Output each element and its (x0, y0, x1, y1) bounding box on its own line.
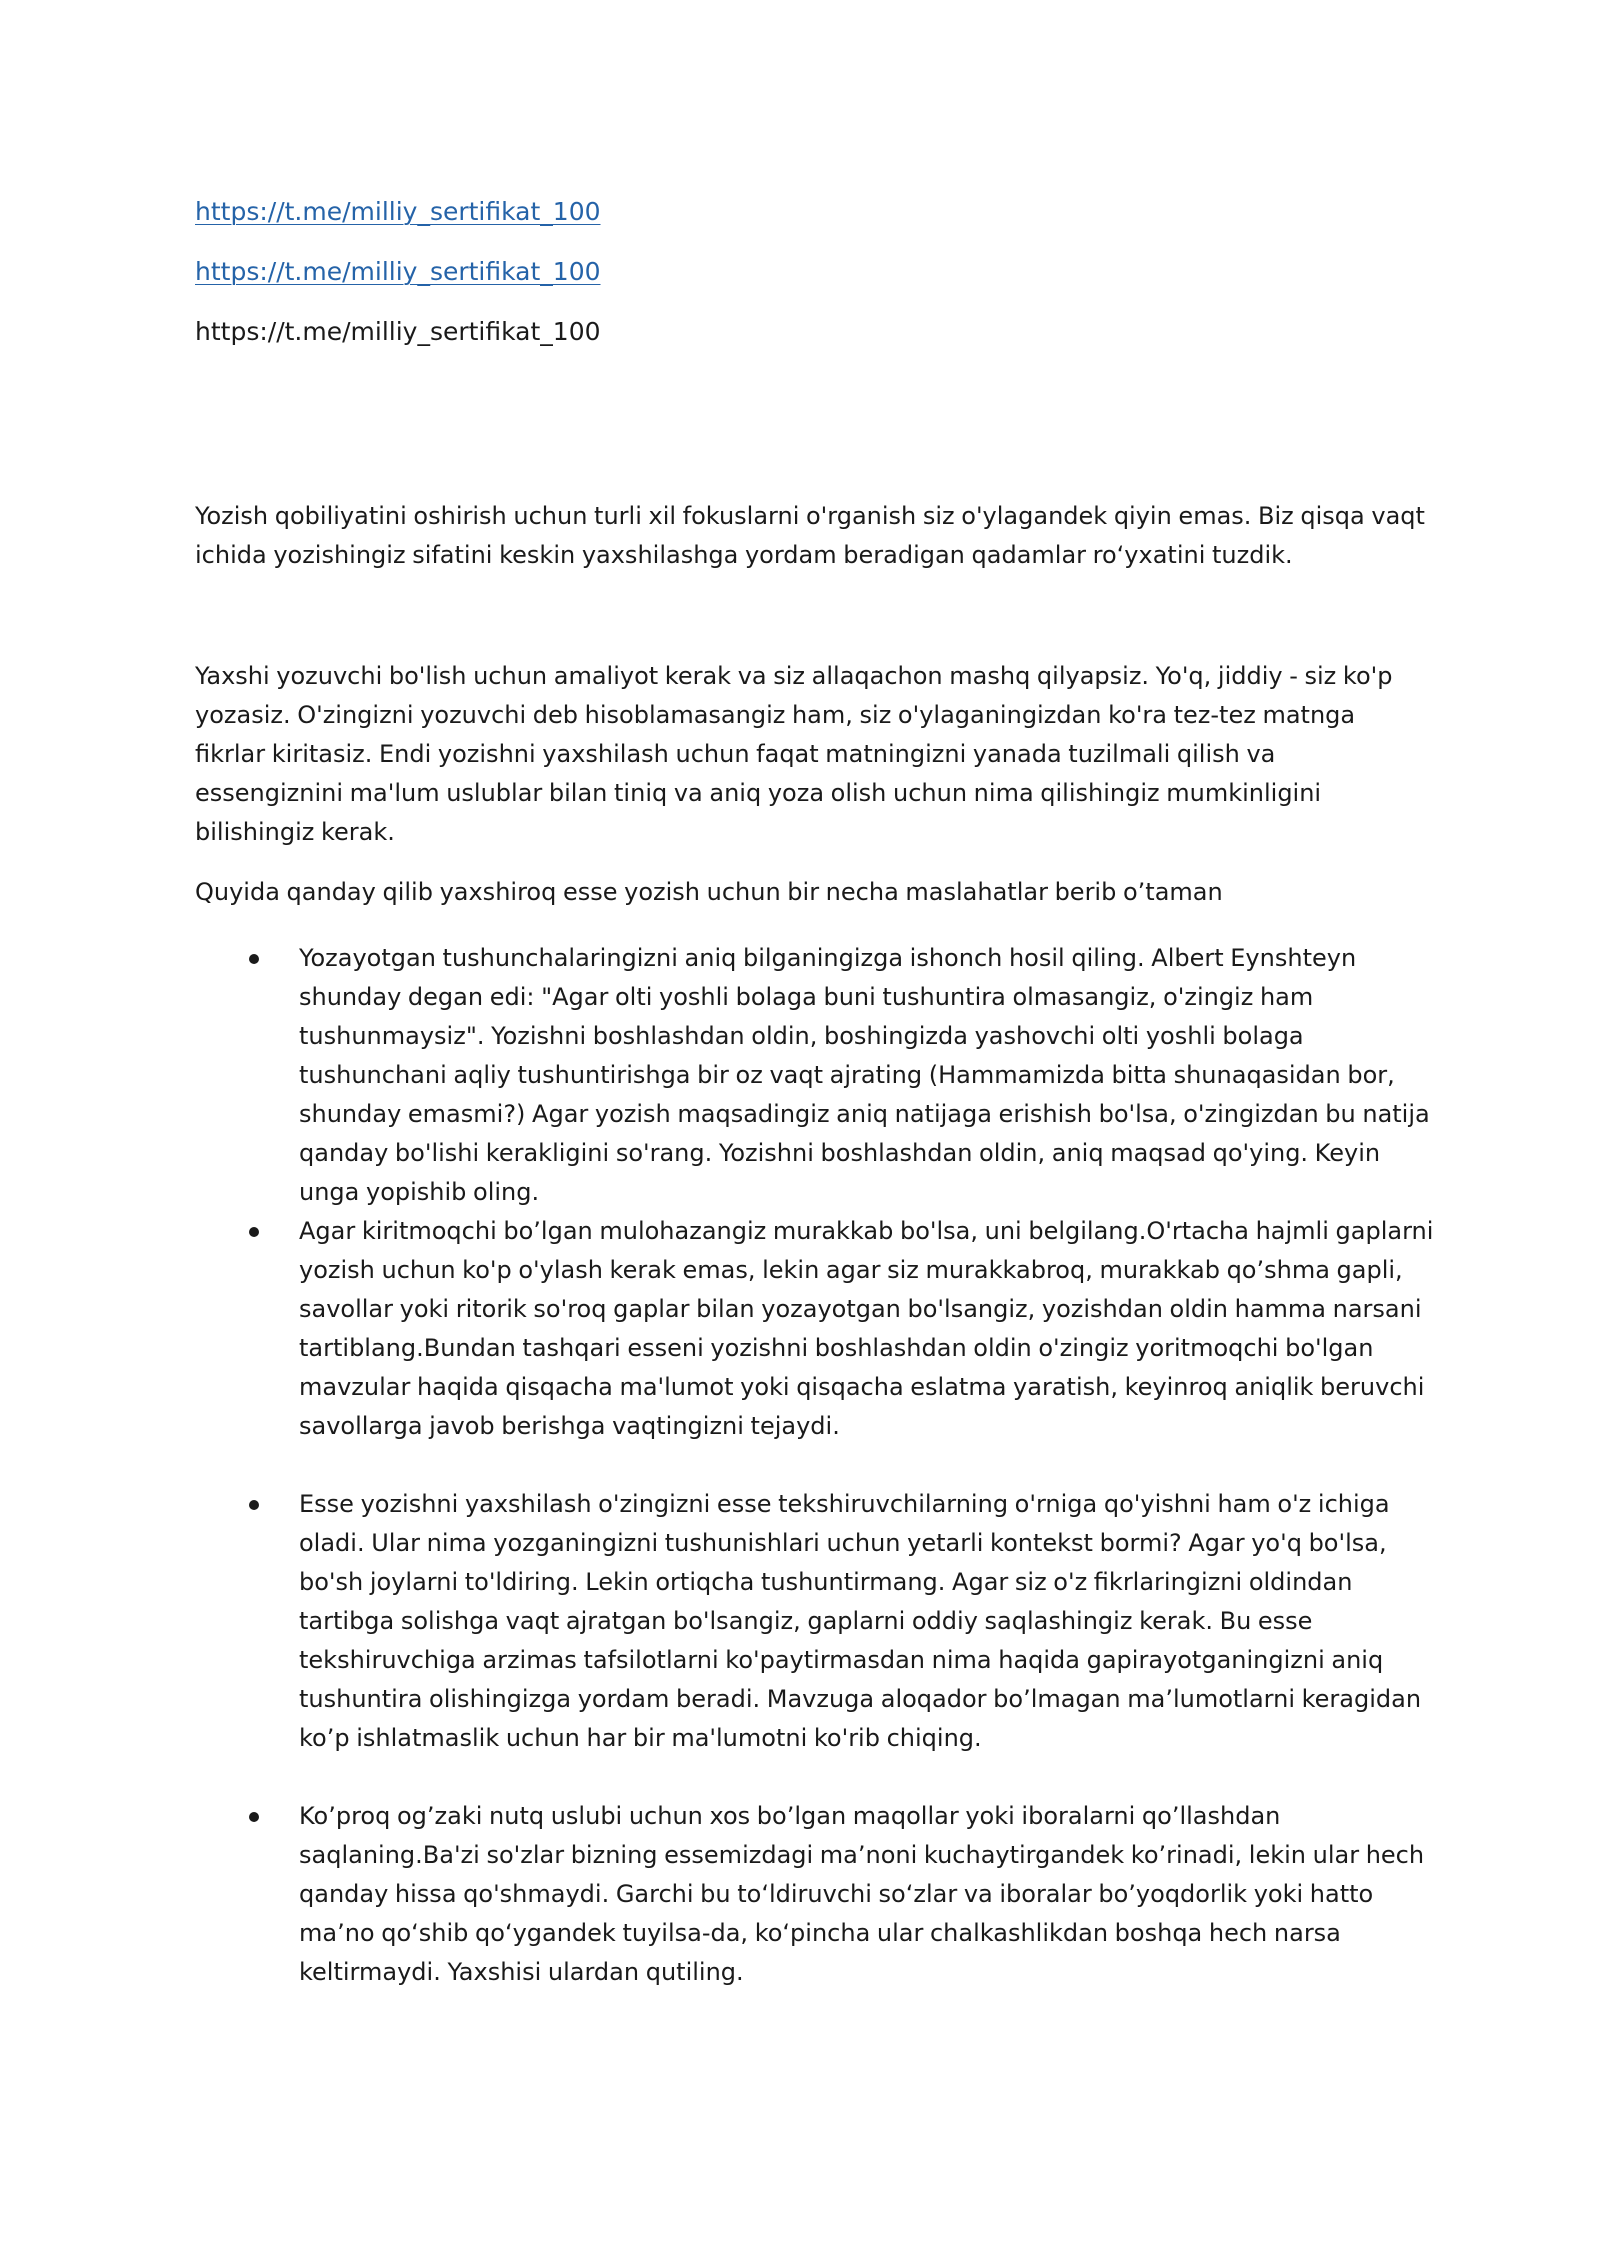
bullet-dot-icon (249, 1812, 259, 1822)
bullet-dot-icon (249, 954, 259, 964)
writer-paragraph: Yaxshi yozuvchi bo'lish uchun amaliyot kerak va siz allaqachon mashq qilyapsiz. Yo'q, jiddiy - siz ko'p yozasiz. O'zingizni yozuvchi deb hisoblamasangiz ham, siz o'ylaganingizdan ko'ra tez-tez matnga fikrlar kiritasiz. Endi yozishni yaxshilash uchun faqat matningizni yanada tuzilmali qilish va essengiznini ma'lum uslublar bilan tiniq va aniq yoza olish uchun nima qilishingiz mumkinligini bilishingiz kerak. (195, 662, 1393, 846)
tips-intro-paragraph: Quyida qanday qilib yaxshiroq esse yozish uchun bir necha maslahatlar berib o’taman (195, 878, 1223, 906)
list-item (195, 1797, 1445, 1992)
list-item-text: Agar kiritmoqchi bo’lgan mulohazangiz murakkab bo'lsa, uni belgilang.O'rtacha hajmli gaplarni yozish uchun ko'p o'ylash kerak emas, lekin agar siz murakkabroq, murakkab qo’shma gapli, savollar yoki ritorik so'roq gaplar bilan yozayotgan bo'lsangiz, yozishdan oldin hamma narsani tartiblang.Bundan tashqari esseni yozishni boshlashdan oldin o'zingiz yoritmoqchi bo'lgan mavzular haqida qisqacha ma'lumot yoki qisqacha eslatma yaratish, keyinroq aniqlik beruvchi savollarga javob berishga vaqtingizni tejaydi. (299, 1217, 1434, 1440)
bullet-dot-icon (249, 1500, 259, 1510)
telegram-link-2[interactable]: https://t.me/milliy_sertifikat_100 (195, 257, 601, 286)
list-item (195, 1485, 1445, 1758)
list-item-text: Ko’proq og’zaki nutq uslubi uchun xos bo’lgan maqollar yoki iboralarni qo’llashdan saqlaning.Ba'zi so'zlar bizning essemizdagi ma’noni kuchaytirgandek ko’rinadi, lekin ular hech qanday hissa qo'shmaydi. Garchi bu to‘ldiruvchi so‘zlar va iboralar bo’yoqdorlik yoki hatto ma’no qo‘shib qo‘ygandek tuyilsa-da, ko‘pincha ular chalkashlikdan boshqa hech narsa keltirmaydi. Yaxshisi ulardan qutiling. (299, 1802, 1425, 1986)
bullet-dot-icon (249, 1227, 259, 1237)
telegram-link-1[interactable]: https://t.me/milliy_sertifikat_100 (195, 197, 601, 226)
list-item-text: Esse yozishni yaxshilash o'zingizni esse tekshiruvchilarning o'rniga qo'yishni ham o'z ichiga oladi. Ular nima yozganingizni tushunishlari uchun yetarli kontekst bormi? Agar yo'q bo'lsa, bo'sh joylarni to'ldiring. Lekin ortiqcha tushuntirmang. Agar siz o'z fikrlaringizni oldindan tartibga solishga vaqt ajratgan bo'lsangiz, gaplarni oddiy saqlashingiz kerak. Bu esse tekshiruvchiga arzimas tafsilotlarni ko'paytirmasdan nima haqida gapirayotganingizni aniq tushuntira olishingizga yordam beradi. Mavzuga aloqador bo’lmagan ma’lumotlarni keragidan ko’p ishlatmaslik uchun har bir ma'lumotni ko'rib chiqing. (299, 1490, 1422, 1752)
tips-bullet-list (195, 939, 1445, 1992)
list-item (195, 1212, 1445, 1446)
list-item (195, 939, 1445, 1212)
list-item-text: Yozayotgan tushunchalaringizni aniq bilganingizga ishonch hosil qiling. Albert Eynshteyn shunday degan edi: "Agar olti yoshli bolaga buni tushuntira olmasangiz, o'zingiz ham tushunmaysiz". Yozishni boshlashdan oldin, boshingizda yashovchi olti yoshli bolaga tushunchani aqliy tushuntirishga bir oz vaqt ajrating (Hammamizda bitta shunaqasidan bor, shunday emasmi?) Agar yozish maqsadingiz aniq natijaga erishish bo'lsa, o'zingizdan bu natija qanday bo'lishi kerakligini so'rang. Yozishni boshlashdan oldin, aniq maqsad qo'ying. Keyin unga yopishib oling. (299, 944, 1430, 1206)
telegram-link-plain: https://t.me/milliy_sertifikat_100 (195, 317, 601, 346)
intro-paragraph: Yozish qobiliyatini oshirish uchun turli xil fokuslarni o'rganish siz o'ylagandek qiyin emas. Biz qisqa vaqt ichida yozishingiz sifatini keskin yaxshilashga yordam beradigan qadamlar ro‘yxatini tuzdik. (195, 502, 1425, 569)
telegram-links (195, 196, 1095, 376)
